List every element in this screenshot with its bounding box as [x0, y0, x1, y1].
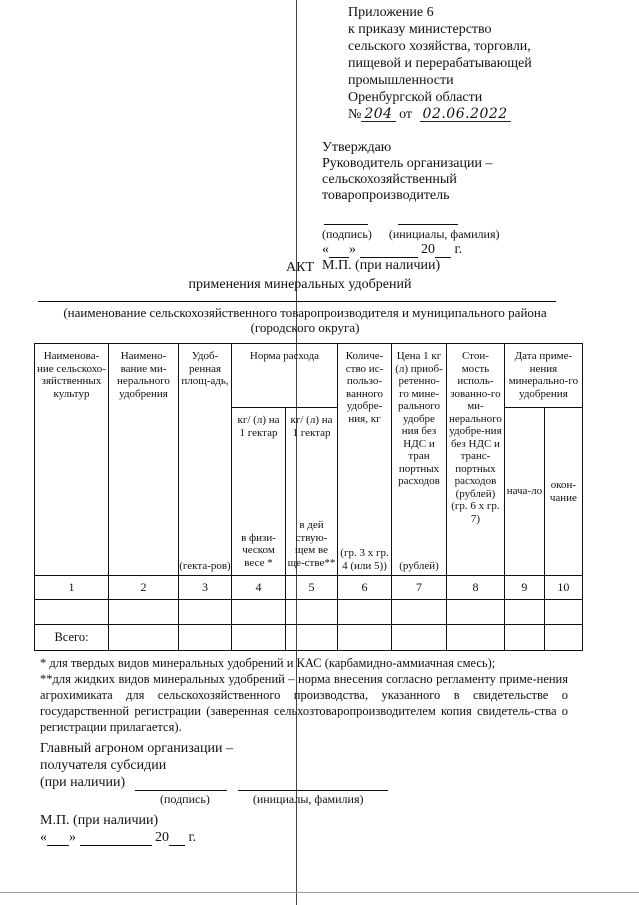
table-cell[interactable]: [232, 625, 286, 651]
col-number: 1: [35, 576, 109, 600]
col-number: 5: [286, 576, 338, 600]
day-blank: [329, 245, 349, 258]
table-cell[interactable]: [544, 600, 582, 625]
organization-caption-line: (наименование сельскохозяйственного товаропроизводителя и муниципального района: [63, 305, 547, 320]
act-subtitle: применения минеральных удобрений: [188, 277, 412, 292]
table-cell[interactable]: [286, 600, 338, 625]
approval-signature-row: [322, 204, 499, 226]
table-cell[interactable]: [179, 600, 232, 625]
appendix-line: к приказу министерство: [348, 22, 492, 37]
approval-title: Утверждаю: [322, 140, 392, 155]
footnote-solid: * для твердых видов минеральных удобрений и КАС (карбамидно-аммиачная смесь);: [40, 656, 496, 670]
appendix-line: Оренбургской области: [348, 90, 483, 105]
agronomist-line: (при наличии): [40, 775, 126, 790]
year-prefix: 20: [155, 830, 169, 845]
table-cell[interactable]: [338, 600, 392, 625]
table-cell[interactable]: [35, 600, 109, 625]
signature-line: [324, 212, 368, 225]
approval-line: товаропроизводитель: [322, 188, 450, 203]
agronomist-line: Главный агроном организации –: [40, 741, 233, 756]
appendix-line: сельского хозяйства, торговли,: [348, 39, 531, 54]
header-cost: Стои-мость исполь-зованно-го ми-нерального удобре-ния без НДС и транс-портных расходов (рублей) (гр. 6 х гр. 7): [447, 344, 505, 576]
date-prefix: от: [399, 107, 413, 122]
signature-line: [135, 778, 227, 791]
initials-line: [238, 778, 388, 791]
table-cell[interactable]: [286, 625, 338, 651]
approval-date-line: [322, 242, 499, 258]
date-quote-close: »: [69, 830, 76, 845]
table-cell[interactable]: [109, 625, 179, 651]
act-title: АКТ: [286, 260, 314, 275]
header-price: Цена 1 кг (л) приоб-ретенно-го мине-рального удобре ния без НДС и тран портных расходов (рублей): [392, 344, 447, 576]
header-date-end: окон-чание: [544, 408, 582, 576]
col-number: 3: [179, 576, 232, 600]
agronomist-date-line: [40, 829, 388, 846]
month-blank: [80, 833, 152, 846]
agronomist-block: [40, 740, 388, 846]
date-quote-close: »: [349, 242, 356, 257]
col-number: 8: [447, 576, 505, 600]
agronomist-captions: [40, 791, 388, 808]
table-cell[interactable]: [447, 600, 505, 625]
header-fertilizer: Наимено-вание ми-нерального удобрения: [109, 344, 179, 576]
col-number: 4: [232, 576, 286, 600]
table-cell[interactable]: [392, 600, 447, 625]
header-row-top: [35, 344, 583, 408]
table-cell[interactable]: [109, 600, 179, 625]
appendix-line: промышленности: [348, 73, 454, 88]
date-quote-open: «: [322, 242, 329, 257]
header-norm-physical: кг/ (л) на 1 гектар в физи-ческом весе *: [232, 408, 286, 576]
col-number: 10: [544, 576, 582, 600]
approval-line: Руководитель организации –: [322, 156, 493, 171]
year-blank: [169, 833, 185, 846]
col-number: 9: [504, 576, 544, 600]
table-row: [35, 600, 583, 625]
year-prefix: 20: [421, 242, 435, 257]
header-area: Удоб-ренная площ-адь, (гекта-ров): [179, 344, 232, 576]
initials-caption: (инициалы, фамилия): [388, 227, 500, 241]
approval-line: сельскохозяйственный: [322, 172, 457, 187]
table-cell[interactable]: [179, 625, 232, 651]
table-cell[interactable]: [338, 625, 392, 651]
fertilizer-table: [34, 343, 583, 651]
table-cell[interactable]: [232, 600, 286, 625]
order-number-handwritten: 204: [361, 107, 395, 122]
col-number: 6: [338, 576, 392, 600]
table-cell[interactable]: [504, 600, 544, 625]
header-date: Дата приме-нения минерально-го удобрения: [504, 344, 582, 408]
header-culture: Наименова-ние сельскохо-зяйственных культур: [35, 344, 109, 576]
day-blank: [47, 833, 69, 846]
total-label: Всего:: [35, 625, 109, 651]
header-date-start: нача-ло: [504, 408, 544, 576]
appendix-block: [348, 4, 532, 123]
total-row: [35, 625, 583, 651]
header-quantity: Количе-ство ис-пользо-ванного удобре-ния, кг (гр. 3 х гр. 4 (или 5)): [338, 344, 392, 576]
approval-stamp: М.П. (при наличии): [322, 258, 441, 273]
appendix-line: Приложение 6: [348, 5, 434, 20]
sign-caption: (подпись): [322, 227, 372, 241]
table-cell[interactable]: [447, 625, 505, 651]
year-suffix: г.: [188, 830, 197, 845]
approval-captions: [322, 226, 499, 242]
header-norm: Норма расхода: [232, 344, 338, 408]
order-date-handwritten: 02.06.2022: [420, 107, 511, 122]
col-number: 7: [392, 576, 447, 600]
approval-block: [322, 140, 499, 274]
table-cell[interactable]: [544, 625, 582, 651]
col-number: 2: [109, 576, 179, 600]
organization-name-line: [38, 301, 556, 302]
footnote-liquid: **для жидких видов минеральных удобрений – норма внесения согласно регламенту приме-нения агрохимиката для сельскохозяйственного производства, указанного в свидетельстве о государственной регистрации (заверенная сельхозтоваропроизводителем копия свидетель-ства о регистрации прилагается).: [40, 672, 568, 734]
header-norm-active: кг/ (л) на 1 гектар в дей ствую-щем ве ще-стве**: [286, 408, 338, 576]
act-title-block: [0, 259, 600, 293]
sign-caption: (подпись): [160, 792, 210, 806]
column-number-row: [35, 576, 583, 600]
page-bottom-edge: [0, 892, 639, 893]
agronomist-stamp: М.П. (при наличии): [40, 813, 159, 828]
organization-caption-line: (городского округа): [250, 320, 360, 335]
year-blank: [435, 245, 451, 258]
year-suffix: г.: [454, 242, 463, 257]
table-cell[interactable]: [392, 625, 447, 651]
agronomist-line: получателя субсидии: [40, 758, 167, 773]
footnotes: [40, 655, 568, 735]
organization-caption: [40, 305, 570, 335]
appendix-line: пищевой и перерабатывающей: [348, 56, 532, 71]
month-blank: [360, 245, 418, 258]
number-prefix: №: [348, 107, 362, 122]
agronomist-sign-row: [40, 774, 388, 791]
initials-line: [398, 212, 458, 225]
table-cell[interactable]: [504, 625, 544, 651]
order-number-line: [348, 106, 532, 123]
date-quote-open: «: [40, 830, 47, 845]
initials-caption: (инициалы, фамилия): [252, 792, 364, 806]
